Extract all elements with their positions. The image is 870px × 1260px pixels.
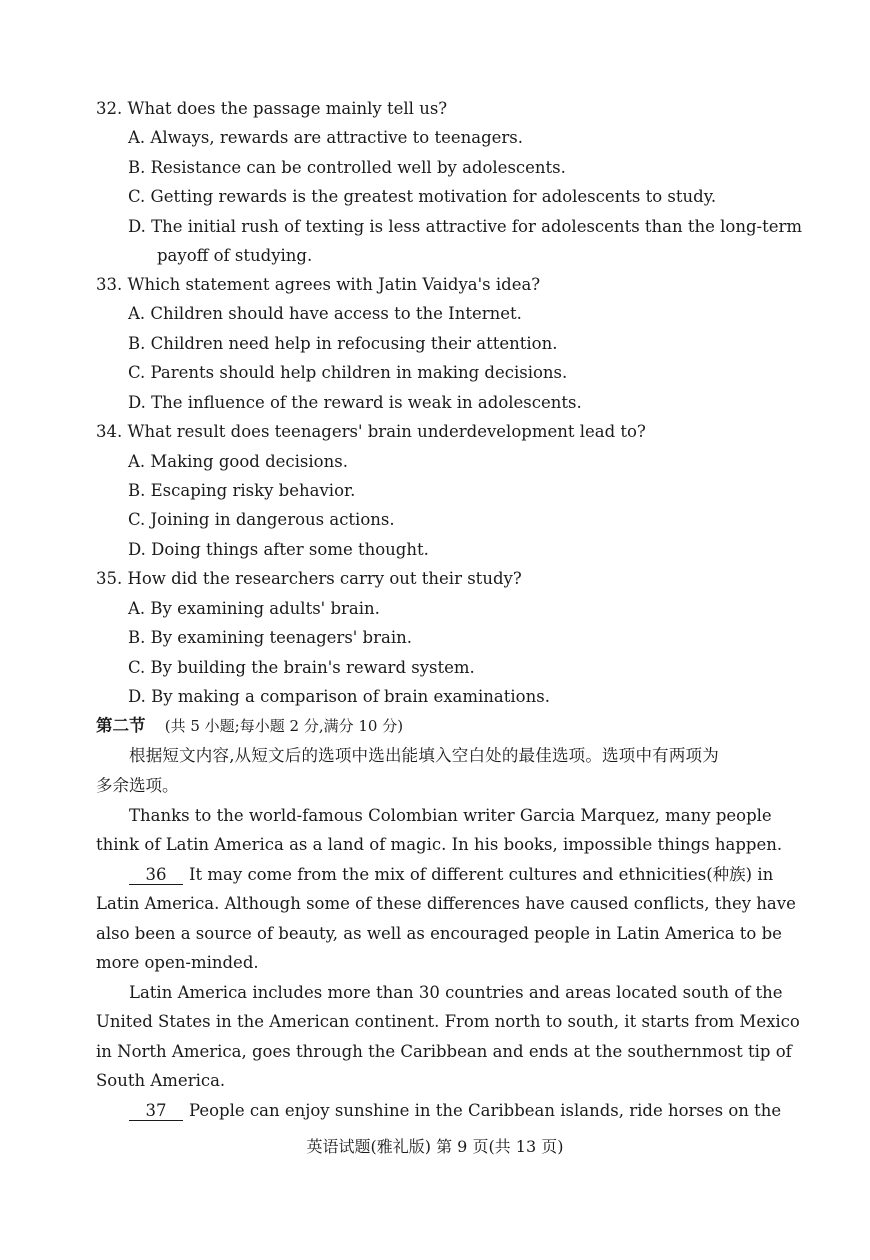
question-35-option-d: D. By making a comparison of brain examinations. bbox=[128, 687, 550, 706]
passage-p3-line-2: United States in the American continent. From north to south, it starts from Mexico bbox=[96, 1012, 800, 1031]
question-34-option-b: B. Escaping risky behavior. bbox=[128, 481, 356, 500]
question-35-option-b: B. By examining teenagers' brain. bbox=[128, 628, 412, 647]
page-footer: 英语试题(雅礼版) 第 9 页(共 13 页) bbox=[306, 1137, 564, 1156]
passage-p1-line-1: Thanks to the world-famous Colombian writer Garcia Marquez, many people bbox=[129, 806, 772, 825]
blank-37[interactable]: 37 bbox=[129, 1102, 183, 1121]
question-33-stem: 33. Which statement agrees with Jatin Vaidya's idea? bbox=[96, 275, 541, 294]
question-34-option-d: D. Doing things after some thought. bbox=[128, 540, 429, 559]
question-33-option-d: D. The influence of the reward is weak in adolescents. bbox=[128, 393, 582, 412]
question-34-option-c: C. Joining in dangerous actions. bbox=[128, 510, 395, 529]
question-33-option-b: B. Children need help in refocusing their attention. bbox=[128, 334, 558, 353]
passage-p3-line-4: South America. bbox=[96, 1071, 226, 1090]
question-33-option-c: C. Parents should help children in making decisions. bbox=[128, 363, 568, 382]
passage-p2-line-3: also been a source of beauty, as well as encouraged people in Latin America to be bbox=[96, 924, 782, 943]
passage-p1-line-2: think of Latin America as a land of magic. In his books, impossible things happen. bbox=[96, 835, 783, 854]
passage-p3-line-1: Latin America includes more than 30 countries and areas located south of the bbox=[129, 983, 783, 1002]
question-35-option-c: C. By building the brain's reward system. bbox=[128, 658, 475, 677]
section-note: (共 5 小题;每小题 2 分,满分 10 分) bbox=[164, 717, 404, 735]
section-title: 第二节 bbox=[96, 716, 146, 735]
section-header bbox=[96, 716, 403, 736]
question-32-option-a: A. Always, rewards are attractive to teenagers. bbox=[128, 128, 524, 147]
question-32-option-d: D. The initial rush of texting is less attractive for adolescents than the long-term bbox=[128, 217, 803, 236]
passage-p4-line-1 bbox=[129, 1101, 782, 1121]
section-instruction-line-1: 根据短文内容,从短文后的选项中选出能填入空白处的最佳选项。选项中有两项为 bbox=[129, 746, 719, 765]
passage-p2-line-1-text: It may come from the mix of different cultures and ethnicities(种族) in bbox=[189, 865, 774, 884]
passage-p2-line-1 bbox=[129, 865, 774, 885]
passage-p3-line-3: in North America, goes through the Caribbean and ends at the southernmost tip of bbox=[96, 1042, 792, 1061]
question-35-stem: 35. How did the researchers carry out their study? bbox=[96, 569, 522, 588]
question-32-stem: 32. What does the passage mainly tell us? bbox=[96, 99, 448, 118]
question-34-option-a: A. Making good decisions. bbox=[128, 452, 348, 471]
passage-p2-line-4: more open-minded. bbox=[96, 953, 259, 972]
question-34-stem: 34. What result does teenagers' brain underdevelopment lead to? bbox=[96, 422, 646, 441]
blank-36[interactable]: 36 bbox=[129, 866, 183, 885]
question-35-option-a: A. By examining adults' brain. bbox=[128, 599, 380, 618]
section-instruction-line-2: 多余选项。 bbox=[96, 776, 179, 795]
passage-p4-line-1-text: People can enjoy sunshine in the Caribbean islands, ride horses on the bbox=[189, 1101, 782, 1120]
question-32-option-c: C. Getting rewards is the greatest motivation for adolescents to study. bbox=[128, 187, 717, 206]
question-32-option-d-continued: payoff of studying. bbox=[157, 246, 313, 265]
passage-p2-line-2: Latin America. Although some of these differences have caused conflicts, they have bbox=[96, 894, 796, 913]
question-33-option-a: A. Children should have access to the Internet. bbox=[128, 304, 522, 323]
question-32-option-b: B. Resistance can be controlled well by adolescents. bbox=[128, 158, 566, 177]
